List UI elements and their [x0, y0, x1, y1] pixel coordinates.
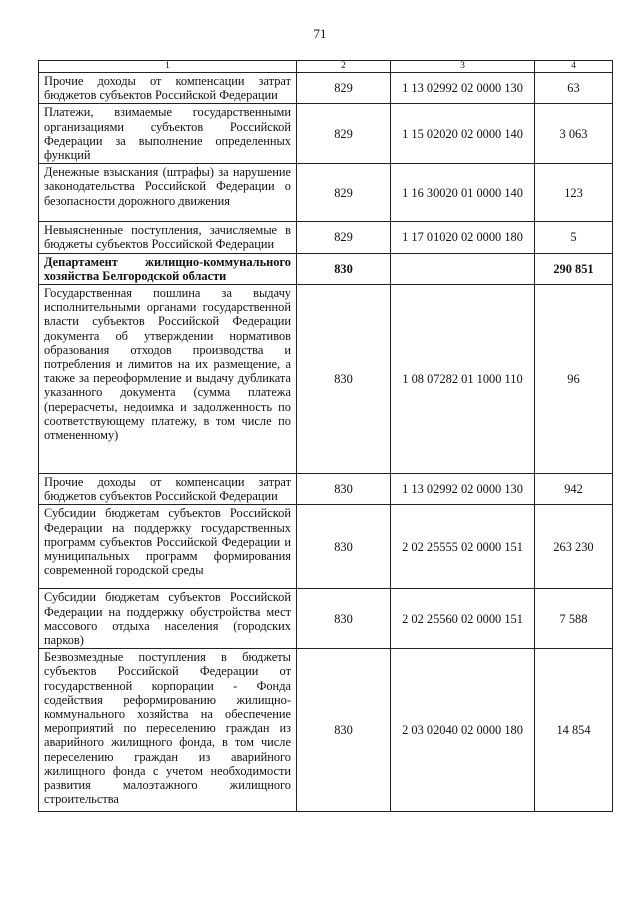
table-row: [39, 104, 613, 164]
row-name-cell: Субсидии бюджетам субъектов Российской Федерации на поддержку государственных программ субъектов Российской Федерации и муниципальных программ формирования современной городской среды: [39, 505, 297, 589]
row-amount-cell: 942: [535, 474, 613, 505]
table-row: [39, 649, 613, 812]
row-amount-cell: 14 854: [535, 649, 613, 812]
row-name-cell: Безвозмездные поступления в бюджеты субъектов Российской Федерации от государственной корпорации - Фонда содействия реформированию жилищно-коммунального хозяйства на обеспечение мероприятий по переселению граждан из аварийного жилищного фонда, в том числе переселению граждан из аварийного жилищного фонда с учетом необходимости развития малоэтажного жилищного строительства: [39, 649, 297, 812]
row-admin-code-cell: 830: [297, 505, 391, 589]
table-row: [39, 589, 613, 649]
table-row: [39, 285, 613, 474]
table-row: [39, 505, 613, 589]
header-col-4: 4: [535, 61, 613, 73]
row-admin-code-cell: 830: [297, 649, 391, 812]
row-name-cell: Невыясненные поступления, зачисляемые в бюджеты субъектов Российской Федерации: [39, 222, 297, 253]
row-amount-cell: 5: [535, 222, 613, 253]
row-amount-cell: 123: [535, 164, 613, 222]
row-amount-cell: 63: [535, 73, 613, 104]
row-name-cell: Платежи, взимаемые государственными организациями субъектов Российской Федерации за выполнение определенных функций: [39, 104, 297, 164]
row-revenue-code-cell: [391, 253, 535, 284]
header-row: [39, 61, 613, 73]
row-admin-code-cell: 830: [297, 589, 391, 649]
page-number: 71: [313, 26, 327, 41]
row-name-cell: Государственная пошлина за выдачу исполнительными органами государственной власти субъектов Российской Федерации документа об утверждении нормативов образования отходов производства и потребления и лимитов на их размещение, а также за переоформление и выдачу дубликата указанного документа (сумма платежа (перерасчеты, недоимка и задолженность по соответствующему платежу, в том числе по отмененному): [39, 285, 297, 474]
table-row: [39, 73, 613, 104]
row-revenue-code-cell: 2 02 25560 02 0000 151: [391, 589, 535, 649]
row-admin-code-cell: 829: [297, 164, 391, 222]
header-col-3: 3: [391, 61, 535, 73]
row-revenue-code-cell: 1 17 01020 02 0000 180: [391, 222, 535, 253]
row-name-cell: Прочие доходы от компенсации затрат бюджетов субъектов Российской Федерации: [39, 474, 297, 505]
row-amount-cell: 290 851: [535, 253, 613, 284]
row-admin-code-cell: 829: [297, 222, 391, 253]
table-row: [39, 474, 613, 505]
row-revenue-code-cell: 1 08 07282 01 1000 110: [391, 285, 535, 474]
table-row: [39, 164, 613, 222]
row-admin-code-cell: 830: [297, 253, 391, 284]
row-name-cell: Прочие доходы от компенсации затрат бюджетов субъектов Российской Федерации: [39, 73, 297, 104]
header-col-1: 1: [39, 61, 297, 73]
row-admin-code-cell: 829: [297, 104, 391, 164]
row-revenue-code-cell: 1 16 30020 01 0000 140: [391, 164, 535, 222]
revenue-table: [38, 60, 613, 812]
row-amount-cell: 3 063: [535, 104, 613, 164]
row-name-cell: Денежные взыскания (штрафы) за нарушение законодательства Российской Федерации о безопасности дорожного движения: [39, 164, 297, 222]
table-row: [39, 222, 613, 253]
row-admin-code-cell: 830: [297, 285, 391, 474]
table-row: [39, 253, 613, 284]
row-name-cell: Субсидии бюджетам субъектов Российской Федерации на поддержку обустройства мест массового отдыха населения (городских парков): [39, 589, 297, 649]
row-admin-code-cell: 830: [297, 474, 391, 505]
row-amount-cell: 7 588: [535, 589, 613, 649]
row-amount-cell: 263 230: [535, 505, 613, 589]
row-revenue-code-cell: 1 13 02992 02 0000 130: [391, 474, 535, 505]
row-revenue-code-cell: 1 13 02992 02 0000 130: [391, 73, 535, 104]
row-amount-cell: 96: [535, 285, 613, 474]
row-admin-code-cell: 829: [297, 73, 391, 104]
row-revenue-code-cell: 2 03 02040 02 0000 180: [391, 649, 535, 812]
row-revenue-code-cell: 1 15 02020 02 0000 140: [391, 104, 535, 164]
header-col-2: 2: [297, 61, 391, 73]
row-name-cell: Департамент жилищно-коммунального хозяйства Белгородской области: [39, 253, 297, 284]
row-revenue-code-cell: 2 02 25555 02 0000 151: [391, 505, 535, 589]
